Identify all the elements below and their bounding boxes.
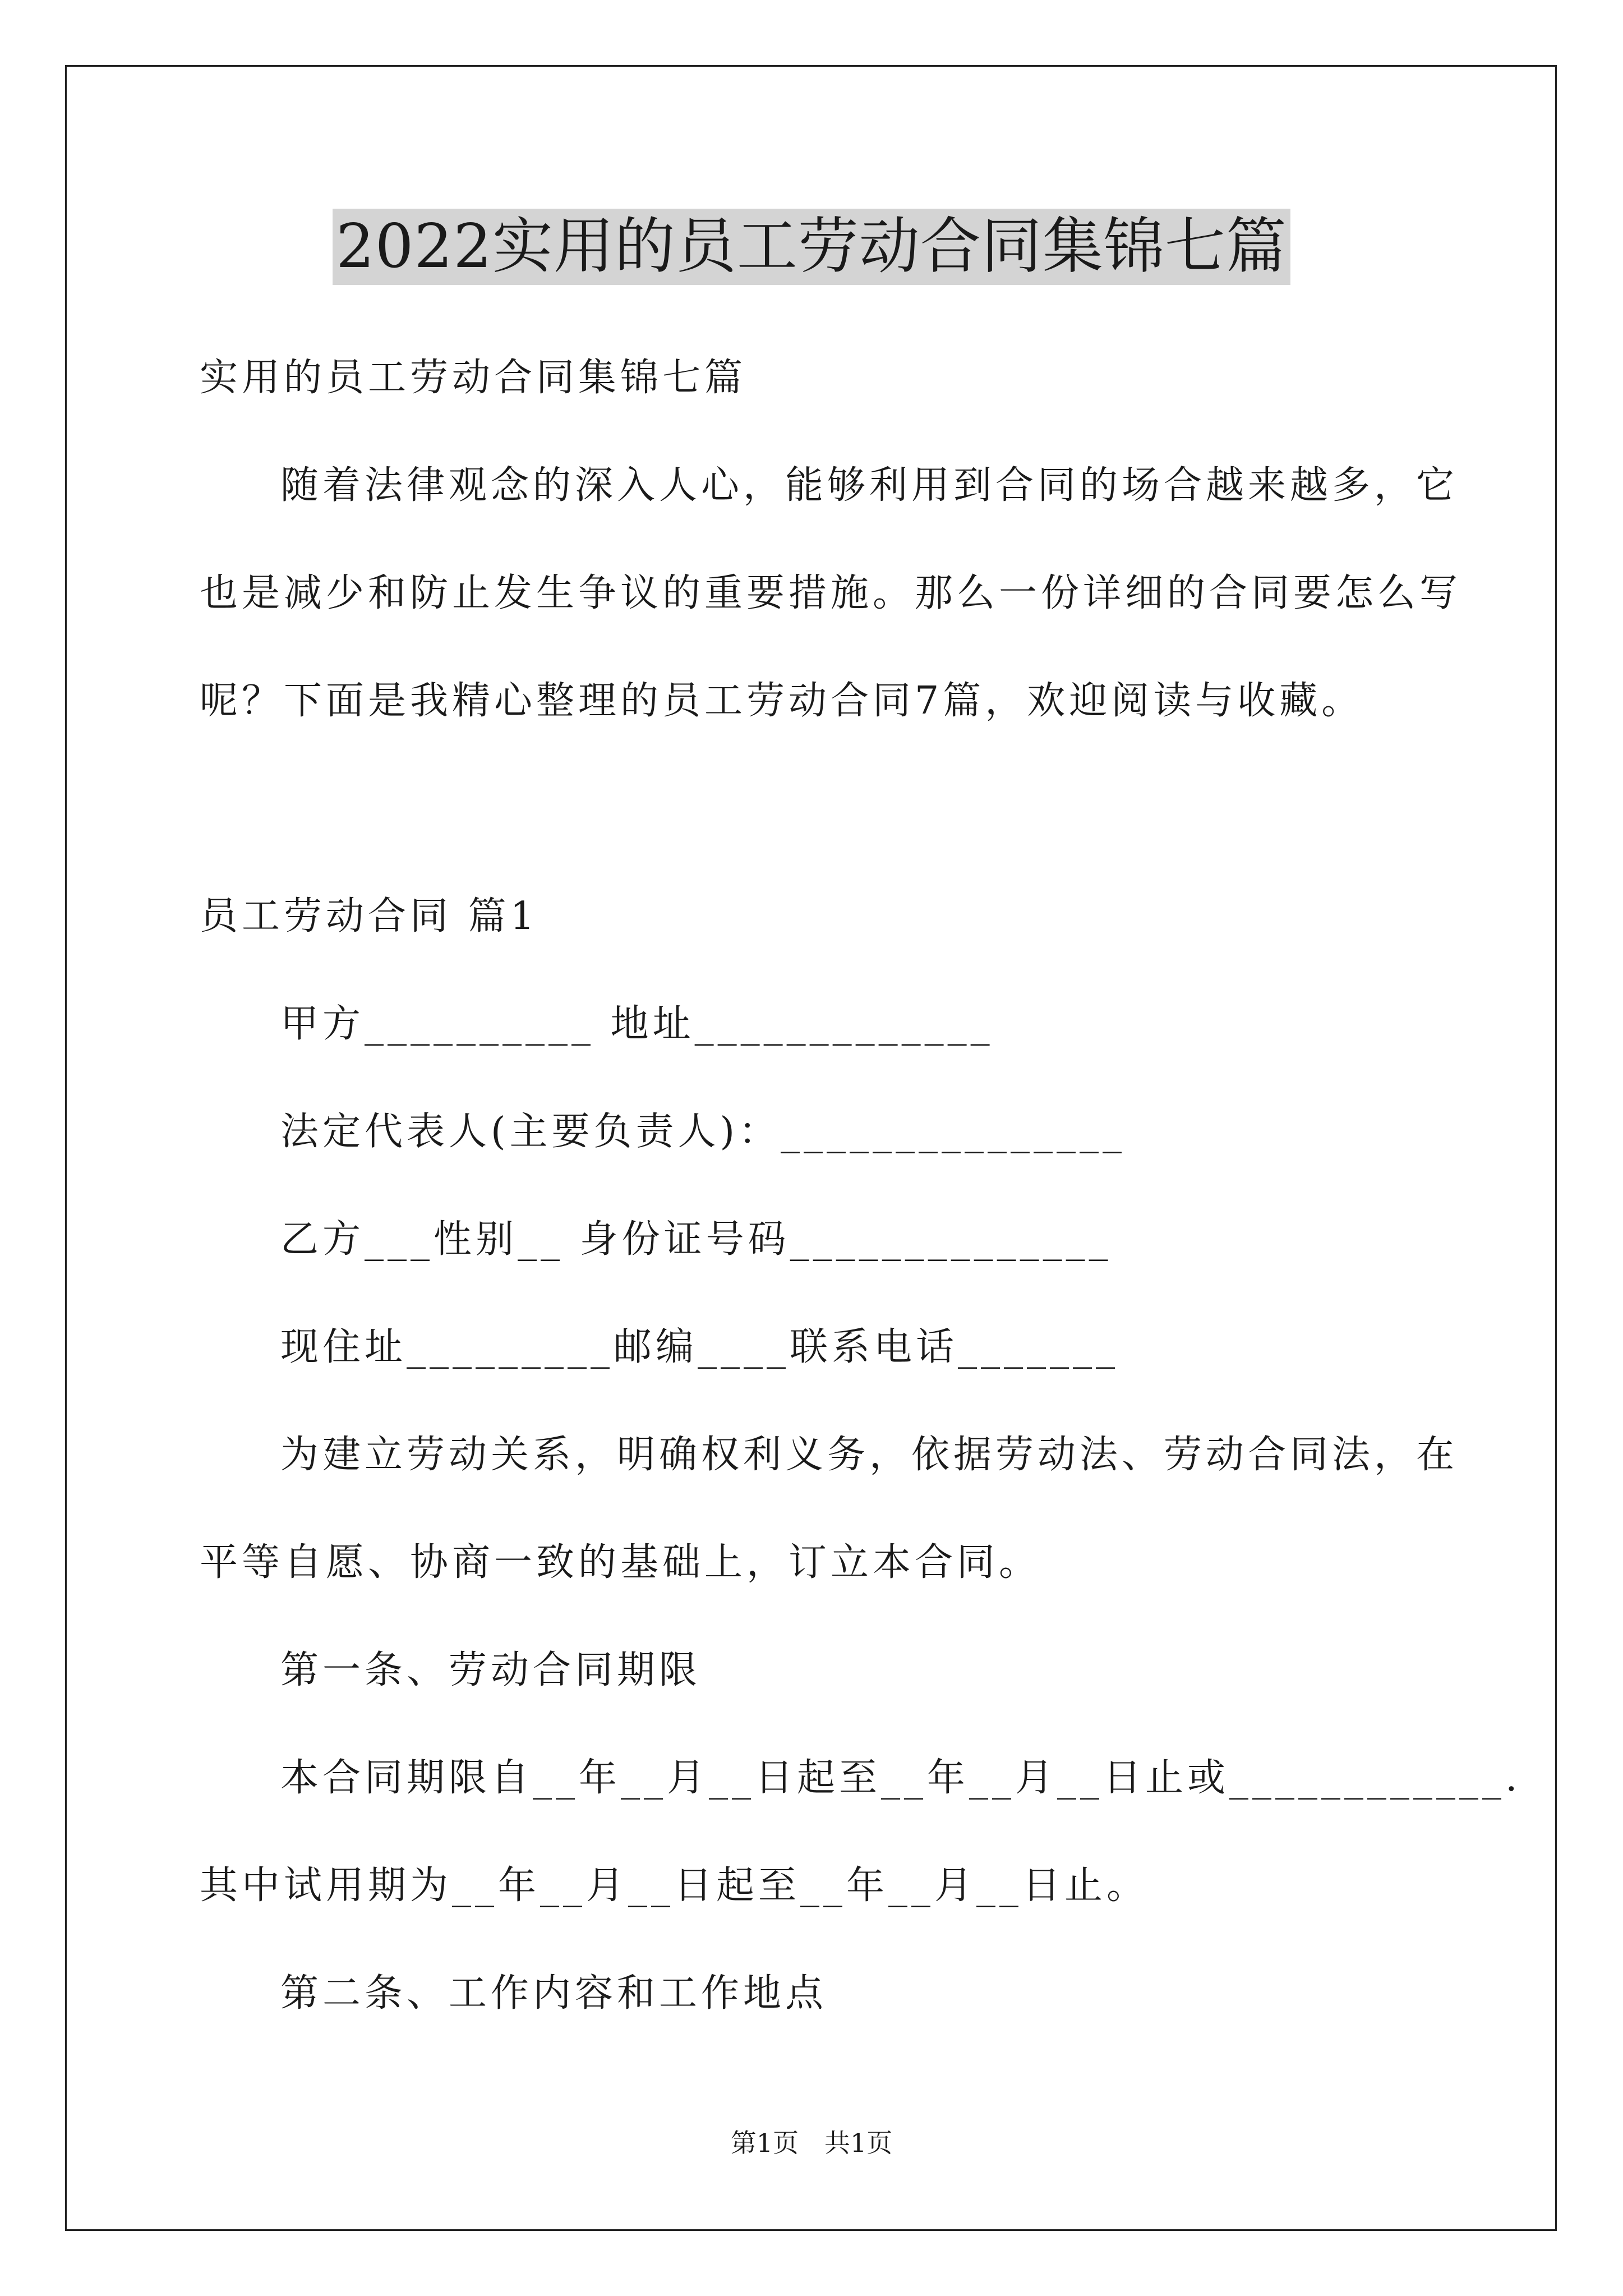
page-number-footer: 第1页 共1页: [730, 2128, 893, 2158]
article-1-line-1: 本合同期限自__年__月__日起至__年__月__日止或____________.: [280, 1756, 1521, 1800]
legal-representative-line: 法定代表人(主要负责人)：_______________: [280, 1110, 1126, 1154]
section-heading: 员工劳动合同 篇1: [200, 894, 538, 938]
purpose-line-2: 平等自愿、协商一致的基础上，订立本合同。: [200, 1540, 1041, 1585]
article-2-title: 第二条、工作内容和工作地点: [280, 1971, 828, 2016]
party-a-line: 甲方__________ 地址_____________: [280, 1002, 994, 1046]
intro-line-3: 呢？下面是我精心整理的员工劳动合同7篇，欢迎阅读与收藏。: [200, 679, 1364, 723]
document-subtitle: 实用的员工劳动合同集锦七篇: [200, 356, 747, 400]
intro-line-2: 也是减少和防止发生争议的重要措施。那么一份详细的合同要怎么写: [200, 571, 1462, 615]
title-container: [0, 209, 1623, 285]
article-1-title: 第一条、劳动合同期限: [280, 1648, 702, 1692]
party-b-line: 乙方___性别__ 身份证号码______________: [280, 1217, 1112, 1262]
intro-line-1: 随着法律观念的深入人心，能够利用到合同的场合越来越多，它: [280, 463, 1459, 508]
purpose-line-1: 为建立劳动关系，明确权利义务，依据劳动法、劳动合同法，在: [280, 1433, 1459, 1477]
article-1-line-2: 其中试用期为__年__月__日起至__年__月__日止。: [200, 1864, 1149, 1908]
address-line: 现住址_________邮编____联系电话_______: [280, 1325, 1119, 1369]
document-title: 2022实用的员工劳动合同集锦七篇: [333, 209, 1290, 285]
